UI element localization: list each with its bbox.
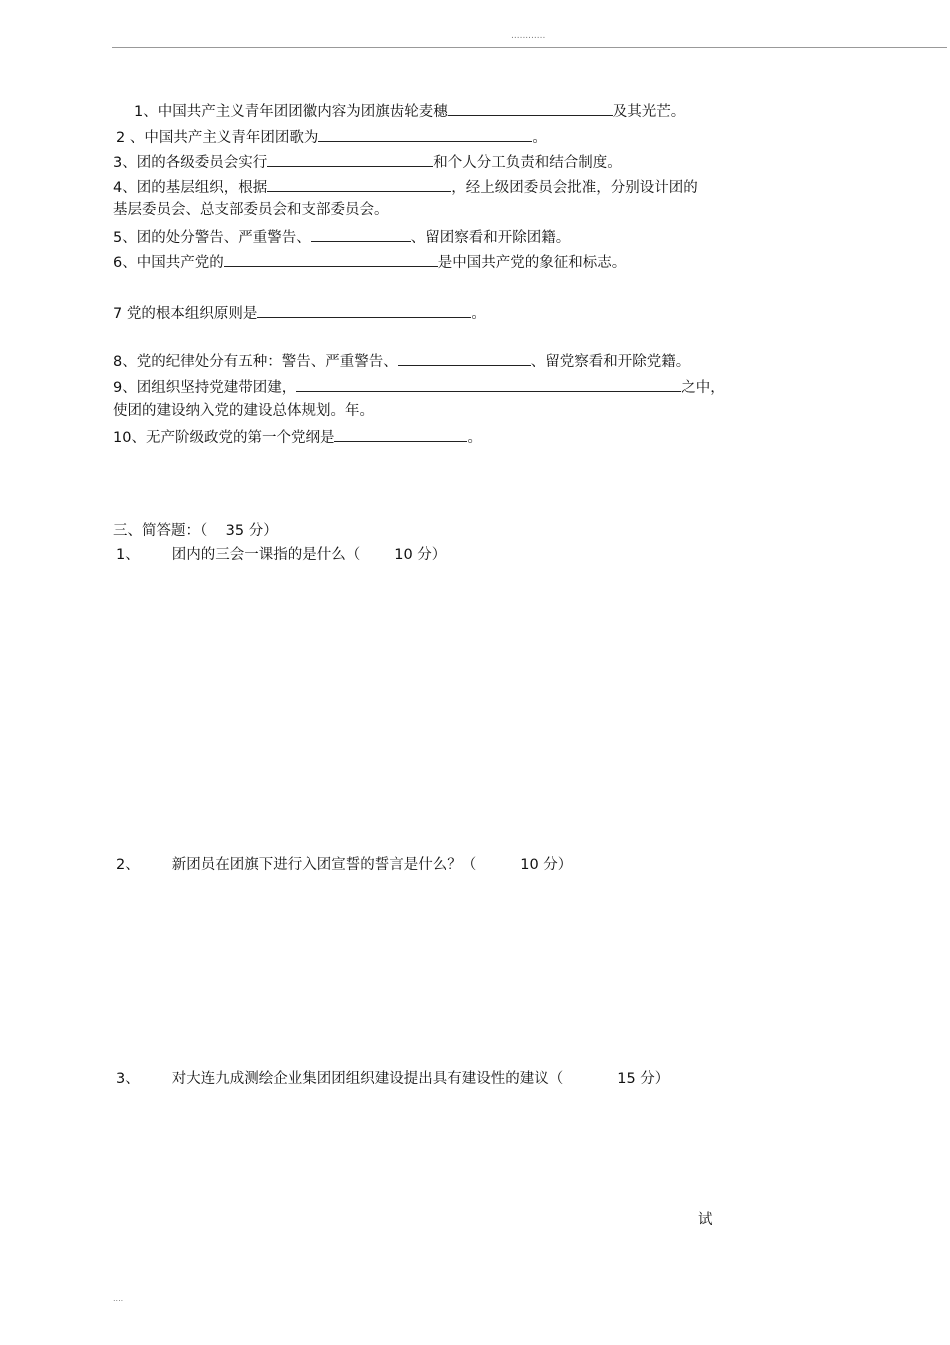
question-number: 2、 [116, 857, 140, 873]
question-score: 15 分） [617, 1071, 670, 1087]
question-text: 4、团的基层组织，根据 [113, 180, 268, 196]
section-heading: 三、简答题：（ 35 分） [113, 523, 278, 539]
short-answer-question-2 [116, 855, 572, 875]
question-text: 9、团组织坚持党建带团建， [113, 380, 297, 396]
question-text: 10、无产阶级政党的第一个党纲是 [113, 430, 335, 446]
fill-question-6 [113, 252, 626, 273]
fill-question-9 [113, 377, 725, 398]
question-text: 团内的三会一课指的是什么（ [171, 547, 361, 563]
answer-blank[interactable] [267, 152, 433, 167]
short-answer-question-1 [116, 545, 446, 565]
header-dots: ............ [511, 31, 546, 41]
question-text: 新团员在团旗下进行入团宣誓的誓言是什么？（ [171, 857, 477, 873]
stray-character: 试 [698, 1212, 713, 1228]
question-number: 1、 [116, 547, 140, 563]
question-text-end: 、留团察看和开除团籍。 [410, 230, 571, 246]
answer-blank[interactable] [334, 427, 467, 442]
header-rule [112, 47, 947, 48]
question-text-end: 和个人分工负责和结合制度。 [433, 155, 622, 171]
question-text: 5、团的处分警告、严重警告、 [113, 230, 311, 246]
question-text-end: 是中国共产党的象征和标志。 [437, 255, 627, 271]
fill-question-1 [134, 101, 685, 122]
question-text: 8、党的纪律处分有五种：警告、严重警告、 [113, 354, 398, 370]
question-text-end: 、留党察看和开除党籍。 [530, 354, 691, 370]
fill-question-9-continuation: 使团的建设纳入党的建设总体规划。年。 [113, 403, 374, 419]
question-text: 3、团的各级委员会实行 [113, 155, 268, 171]
fill-question-4-continuation: 基层委员会、总支部委员会和支部委员会。 [113, 202, 389, 218]
question-text-end: 之中， [681, 380, 725, 396]
fill-question-4 [113, 177, 698, 198]
question-text: 2 、中国共产主义青年团团歌为 [116, 130, 319, 146]
question-text: 6、中国共产党的 [113, 255, 224, 271]
fill-question-5 [113, 227, 570, 248]
question-text: 7 党的根本组织原则是 [113, 306, 258, 322]
fill-question-10 [113, 427, 482, 448]
answer-blank[interactable] [318, 127, 532, 142]
question-text-end: 。 [467, 430, 482, 446]
question-text-end: 及其光芒。 [612, 104, 686, 120]
question-text: 对大连九成测绘企业集团团组织建设提出具有建设性的建议（ [171, 1071, 564, 1087]
answer-blank[interactable] [311, 227, 411, 242]
short-answer-question-3 [116, 1069, 669, 1089]
answer-blank[interactable] [224, 252, 438, 267]
question-text-end: 。 [532, 130, 547, 146]
answer-blank[interactable] [296, 377, 681, 392]
fill-question-7 [113, 303, 486, 324]
question-score: 10 分） [520, 857, 573, 873]
question-text-end: ，经上级团委员会批准，分别设计团的 [451, 180, 698, 196]
footer-dots: .... [113, 1294, 124, 1303]
fill-question-3 [113, 152, 622, 173]
answer-blank[interactable] [267, 177, 451, 192]
question-score: 10 分） [394, 547, 447, 563]
question-number: 3、 [116, 1071, 140, 1087]
question-text: 1、中国共产主义青年团团徽内容为团旗齿轮麦穗 [134, 104, 448, 120]
answer-blank[interactable] [257, 303, 471, 318]
answer-blank[interactable] [448, 101, 613, 116]
fill-question-8 [113, 351, 690, 372]
answer-blank[interactable] [398, 351, 531, 366]
question-text-end: 。 [471, 306, 486, 322]
fill-question-2 [116, 127, 547, 148]
